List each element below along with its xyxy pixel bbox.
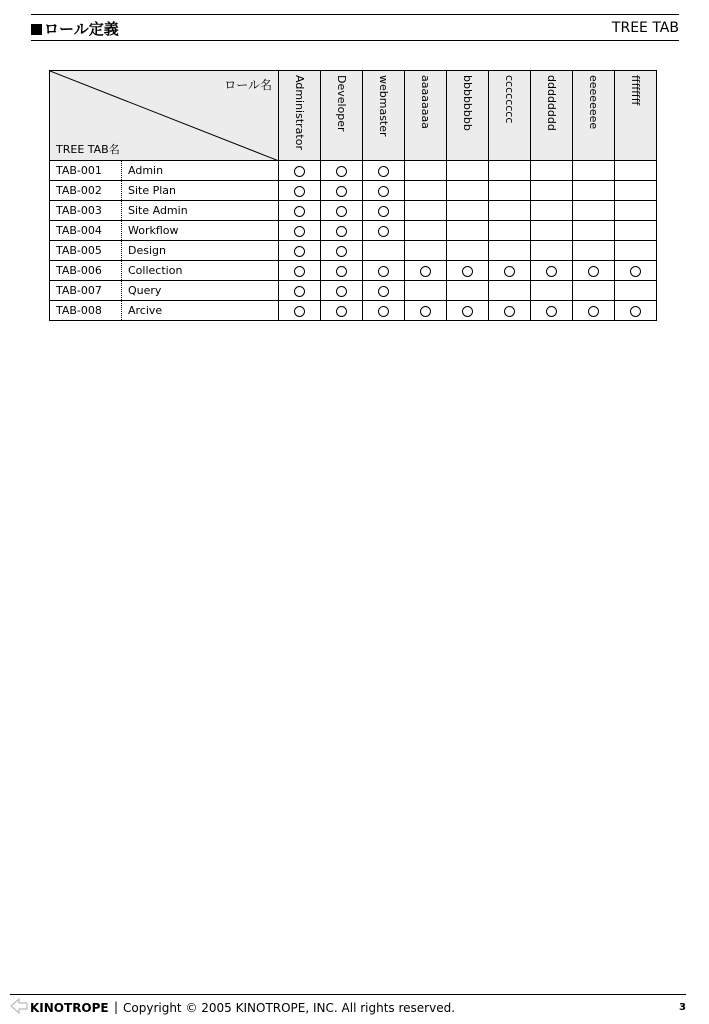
permission-cell <box>279 241 321 261</box>
permission-cell <box>531 261 573 281</box>
tab-code-cell: TAB-003 <box>50 201 122 221</box>
permission-cell <box>405 281 447 301</box>
circle-mark-icon <box>546 266 557 277</box>
tab-code-cell: TAB-008 <box>50 301 122 321</box>
permission-cell <box>405 261 447 281</box>
permission-cell <box>279 161 321 181</box>
permission-cell <box>531 181 573 201</box>
role-header-label: aaaaaaaa <box>419 75 432 129</box>
circle-mark-icon <box>336 266 347 277</box>
permission-cell <box>363 281 405 301</box>
circle-mark-icon <box>420 266 431 277</box>
section-label: TREE TAB <box>611 20 679 36</box>
permission-cell <box>447 161 489 181</box>
permission-cell <box>321 281 363 301</box>
permission-cell <box>489 221 531 241</box>
permission-cell <box>447 281 489 301</box>
circle-mark-icon <box>336 226 347 237</box>
permission-cell <box>615 281 657 301</box>
permission-cell <box>615 181 657 201</box>
tab-name-cell: Query <box>122 281 279 301</box>
tab-name-cell: Arcive <box>122 301 279 321</box>
permission-cell <box>447 221 489 241</box>
permission-cell <box>363 241 405 261</box>
permission-cell <box>405 201 447 221</box>
permission-cell <box>279 281 321 301</box>
left-arrow-icon[interactable] <box>10 997 28 1015</box>
role-header-label: dddddddd <box>545 75 558 131</box>
footer-separator: | <box>114 1000 119 1014</box>
circle-mark-icon <box>378 166 389 177</box>
tab-name-cell: Admin <box>122 161 279 181</box>
permission-cell <box>363 201 405 221</box>
corner-header-cell <box>50 71 279 161</box>
permission-cell <box>489 241 531 261</box>
permission-cell <box>447 301 489 321</box>
role-header-label: eeeeeeee <box>587 75 600 130</box>
tab-name-cell: Site Plan <box>122 181 279 201</box>
circle-mark-icon <box>336 286 347 297</box>
circle-mark-icon <box>336 166 347 177</box>
permission-cell <box>489 181 531 201</box>
permission-cell <box>615 241 657 261</box>
permission-cell <box>531 161 573 181</box>
role-header-cell <box>447 71 489 161</box>
permission-cell <box>573 261 615 281</box>
page-title: ロール定義 <box>31 18 119 39</box>
permission-cell <box>489 281 531 301</box>
permission-cell <box>531 221 573 241</box>
role-header-cell <box>615 71 657 161</box>
circle-mark-icon <box>630 266 641 277</box>
table-header-row <box>50 71 657 161</box>
permission-cell <box>447 261 489 281</box>
role-header-label: ffffffff <box>629 75 642 106</box>
role-header-cell <box>405 71 447 161</box>
role-header-label: webmaster <box>377 75 390 137</box>
permission-cell <box>489 161 531 181</box>
circle-mark-icon <box>294 186 305 197</box>
permission-cell <box>531 201 573 221</box>
table-row <box>50 221 657 241</box>
circle-mark-icon <box>630 306 641 317</box>
permission-cell <box>489 261 531 281</box>
circle-mark-icon <box>294 246 305 257</box>
permission-cell <box>615 161 657 181</box>
circle-mark-icon <box>294 286 305 297</box>
tab-code-cell: TAB-006 <box>50 261 122 281</box>
role-header-cell <box>363 71 405 161</box>
permission-cell <box>279 201 321 221</box>
permission-cell <box>573 161 615 181</box>
circle-mark-icon <box>420 306 431 317</box>
permission-cell <box>321 221 363 241</box>
table-row <box>50 161 657 181</box>
permission-cell <box>573 201 615 221</box>
circle-mark-icon <box>378 206 389 217</box>
permission-cell <box>321 301 363 321</box>
permission-cell <box>321 201 363 221</box>
tab-code-cell: TAB-004 <box>50 221 122 241</box>
role-header-label: Administrator <box>293 75 306 150</box>
permission-cell <box>573 301 615 321</box>
permission-cell <box>531 281 573 301</box>
circle-mark-icon <box>294 266 305 277</box>
table-row <box>50 201 657 221</box>
table-row <box>50 301 657 321</box>
circle-mark-icon <box>588 306 599 317</box>
tab-code-cell: TAB-002 <box>50 181 122 201</box>
tab-name-cell: Workflow <box>122 221 279 241</box>
circle-mark-icon <box>294 226 305 237</box>
circle-mark-icon <box>336 246 347 257</box>
permission-cell <box>363 221 405 241</box>
permission-cell <box>573 241 615 261</box>
circle-mark-icon <box>378 186 389 197</box>
table-row <box>50 181 657 201</box>
permission-cell <box>489 201 531 221</box>
permission-cell <box>447 181 489 201</box>
circle-mark-icon <box>378 286 389 297</box>
permission-cell <box>279 181 321 201</box>
circle-mark-icon <box>504 306 515 317</box>
circle-mark-icon <box>378 306 389 317</box>
circle-mark-icon <box>588 266 599 277</box>
page-header <box>31 14 679 41</box>
page-footer <box>10 994 686 1019</box>
role-header-cell <box>279 71 321 161</box>
role-header-label: bbbbbbbb <box>461 75 474 131</box>
circle-mark-icon <box>462 306 473 317</box>
permission-cell <box>279 221 321 241</box>
permission-cell <box>405 161 447 181</box>
circle-mark-icon <box>504 266 515 277</box>
role-header-label: Developer <box>335 75 348 132</box>
permission-cell <box>405 301 447 321</box>
tree-tab-name-label: TREE TAB名 <box>56 143 120 156</box>
role-header-label: cccccccc <box>503 75 516 124</box>
permission-cell <box>573 221 615 241</box>
permission-cell <box>363 261 405 281</box>
circle-mark-icon <box>336 306 347 317</box>
role-name-label: ロール名 <box>224 78 272 92</box>
permission-cell <box>321 161 363 181</box>
permission-cell <box>615 221 657 241</box>
circle-mark-icon <box>546 306 557 317</box>
permission-cell <box>531 241 573 261</box>
role-header-cell <box>531 71 573 161</box>
table-row <box>50 281 657 301</box>
table-body <box>50 161 657 321</box>
square-bullet-icon <box>31 24 42 35</box>
role-matrix-table <box>49 70 657 321</box>
tab-code-cell: TAB-005 <box>50 241 122 261</box>
circle-mark-icon <box>336 206 347 217</box>
role-header-cell <box>489 71 531 161</box>
table-row <box>50 241 657 261</box>
permission-cell <box>573 181 615 201</box>
permission-cell <box>321 181 363 201</box>
permission-cell <box>321 241 363 261</box>
copyright-text: Copyright © 2005 KINOTROPE, INC. All rights reserved. <box>123 1001 456 1015</box>
permission-cell <box>279 261 321 281</box>
page-number: 3 <box>679 1002 686 1013</box>
circle-mark-icon <box>294 306 305 317</box>
permission-cell <box>321 261 363 281</box>
permission-cell <box>615 201 657 221</box>
permission-cell <box>447 241 489 261</box>
role-header-cell <box>321 71 363 161</box>
permission-cell <box>489 301 531 321</box>
tab-name-cell: Site Admin <box>122 201 279 221</box>
tab-name-cell: Design <box>122 241 279 261</box>
circle-mark-icon <box>378 226 389 237</box>
circle-mark-icon <box>462 266 473 277</box>
permission-cell <box>363 301 405 321</box>
circle-mark-icon <box>336 186 347 197</box>
tab-code-cell: TAB-007 <box>50 281 122 301</box>
tab-name-cell: Collection <box>122 261 279 281</box>
permission-cell <box>363 181 405 201</box>
circle-mark-icon <box>294 206 305 217</box>
permission-cell <box>447 201 489 221</box>
permission-cell <box>405 181 447 201</box>
permission-cell <box>405 221 447 241</box>
table-row <box>50 261 657 281</box>
role-header-cell <box>573 71 615 161</box>
circle-mark-icon <box>378 266 389 277</box>
permission-cell <box>615 261 657 281</box>
permission-cell <box>573 281 615 301</box>
permission-cell <box>405 241 447 261</box>
permission-cell <box>615 301 657 321</box>
permission-cell <box>279 301 321 321</box>
permission-cell <box>363 161 405 181</box>
permission-cell <box>531 301 573 321</box>
circle-mark-icon <box>294 166 305 177</box>
tab-code-cell: TAB-001 <box>50 161 122 181</box>
brand-name: KINOTROPE <box>30 1001 109 1015</box>
